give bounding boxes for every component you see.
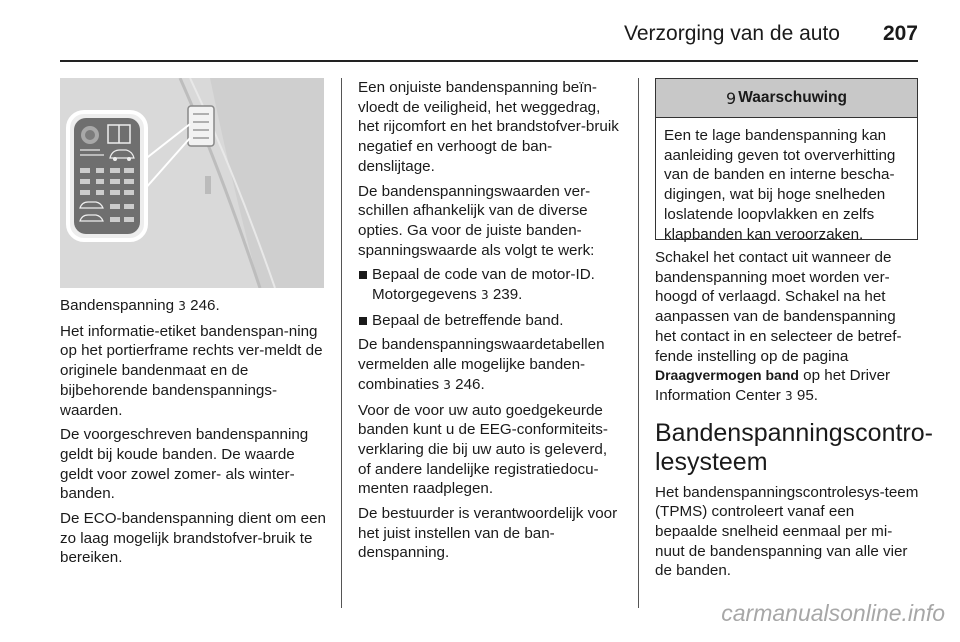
cross-reference-icon: 3 <box>443 377 451 392</box>
driver-info-center-text: op het Driver Information Center <box>655 367 891 404</box>
left-column <box>60 296 328 573</box>
page-reference-link[interactable]: 246. <box>190 297 220 314</box>
paragraph-tpms-description: Het bandenspanningscontrolesys-teem (TPMS) controleert vanaf een bepaalde snelheid eenmaal per mi-nuut de bandenspanning van alle vier de banden. <box>655 483 919 580</box>
paragraph-cold-tires: De voorgeschreven bandenspanning geldt bij koude banden. De waarde geldt voor zowel zomer- als winter-banden. <box>60 426 309 503</box>
middle-column <box>358 78 623 568</box>
tire-label-illustration <box>60 78 324 288</box>
page-reference-link[interactable]: 246. <box>455 375 485 393</box>
cross-reference-icon: 3 <box>178 299 186 313</box>
paragraph-pressure-options: De bandenspanningswaarden ver-schillen afhankelijk van de diverse opties. Ga voor de juiste banden-spanningswaarde als volgt te werk: <box>358 182 595 259</box>
pressure-tables-text: De bandenspanningswaardetabellen vermelden alle mogelijke banden-combinaties <box>358 336 605 393</box>
paragraph-eco-pressure: De ECO-bandenspanning dient om een zo laag mogelijk brandstofver-bruik te bereiken. <box>60 510 326 567</box>
ignition-settings-text: Schakel het contact uit wanneer de bandenspanning moet worden ver-hoogd of verlaagd. Schakel na het aanpassen van de bandenspanning het contact in en selecteer de betref-fende instelling op de pagina <box>655 249 902 365</box>
paragraph-incorrect-pressure: Een onjuiste bandenspanning beïn-vloedt de veiligheid, het weggedrag, het rijcomfort en het brandstofver-bruik negatief en verhoogt de ban-denslijtage. <box>358 79 619 175</box>
header-title: Verzorging van de auto <box>624 22 840 45</box>
paragraph-ignition-settings <box>655 248 920 407</box>
page-reference-link[interactable]: 95. <box>796 386 819 404</box>
page-reference-link[interactable]: 239. <box>492 286 523 304</box>
bullet-engine-code-text: Bepaal de code van de motor-ID. Motorgegevens <box>372 266 595 304</box>
paragraph-tire-pressure-ref <box>60 296 328 317</box>
page-number: 207 <box>882 22 918 45</box>
header-rule <box>60 60 918 62</box>
tire-label-figure <box>60 78 324 288</box>
column-divider-left <box>341 78 342 608</box>
paragraph-label-location: Het informatie-etiket bandenspan-ning op het portierframe rechts ver-meldt de originele bandenmaat en de bijbehorende bandenspannings-waarden. <box>60 322 323 419</box>
watermark: carmanualsonline.info <box>721 600 945 626</box>
warning-box <box>655 78 918 243</box>
bullet-engine-code <box>358 265 623 305</box>
cross-reference-icon: 3 <box>785 388 793 403</box>
section-heading-tpms: Bandenspanningscontro-lesysteem <box>655 418 933 476</box>
paragraph-pressure-tables <box>358 335 623 395</box>
warning-header <box>656 79 917 118</box>
menu-term-tire-load: Draagvermogen band <box>655 367 799 384</box>
paragraph-eec-conformity: Voor de voor uw auto goedgekeurde banden kunt u de EEG-conformiteits-verklaring die bij uw auto is geleverd, of andere landelijke registratiedocu-menten raadplegen. <box>358 401 608 498</box>
warning-body: Een te lage bandenspanning kan aanleiding geven tot oververhitting van de banden en interne bescha-digingen, wat bij hoge snelheden loslatende loopvlakken en zelfs klapbanden kan veroorzaken. <box>664 127 896 243</box>
bullet-determine-tire: Bepaal de betreffende band. <box>358 311 623 331</box>
paragraph-driver-responsible: De bestuurder is verantwoordelijk voor het juist instellen van de ban-denspanning. <box>358 505 618 562</box>
right-column <box>655 248 933 586</box>
cross-reference-icon: 3 <box>480 288 489 303</box>
warning-title: Waarschuwing <box>738 89 847 106</box>
column-divider-right <box>638 78 639 608</box>
tire-pressure-text: Bandenspanning <box>60 297 175 314</box>
warning-triangle-icon: 9 <box>726 88 737 108</box>
